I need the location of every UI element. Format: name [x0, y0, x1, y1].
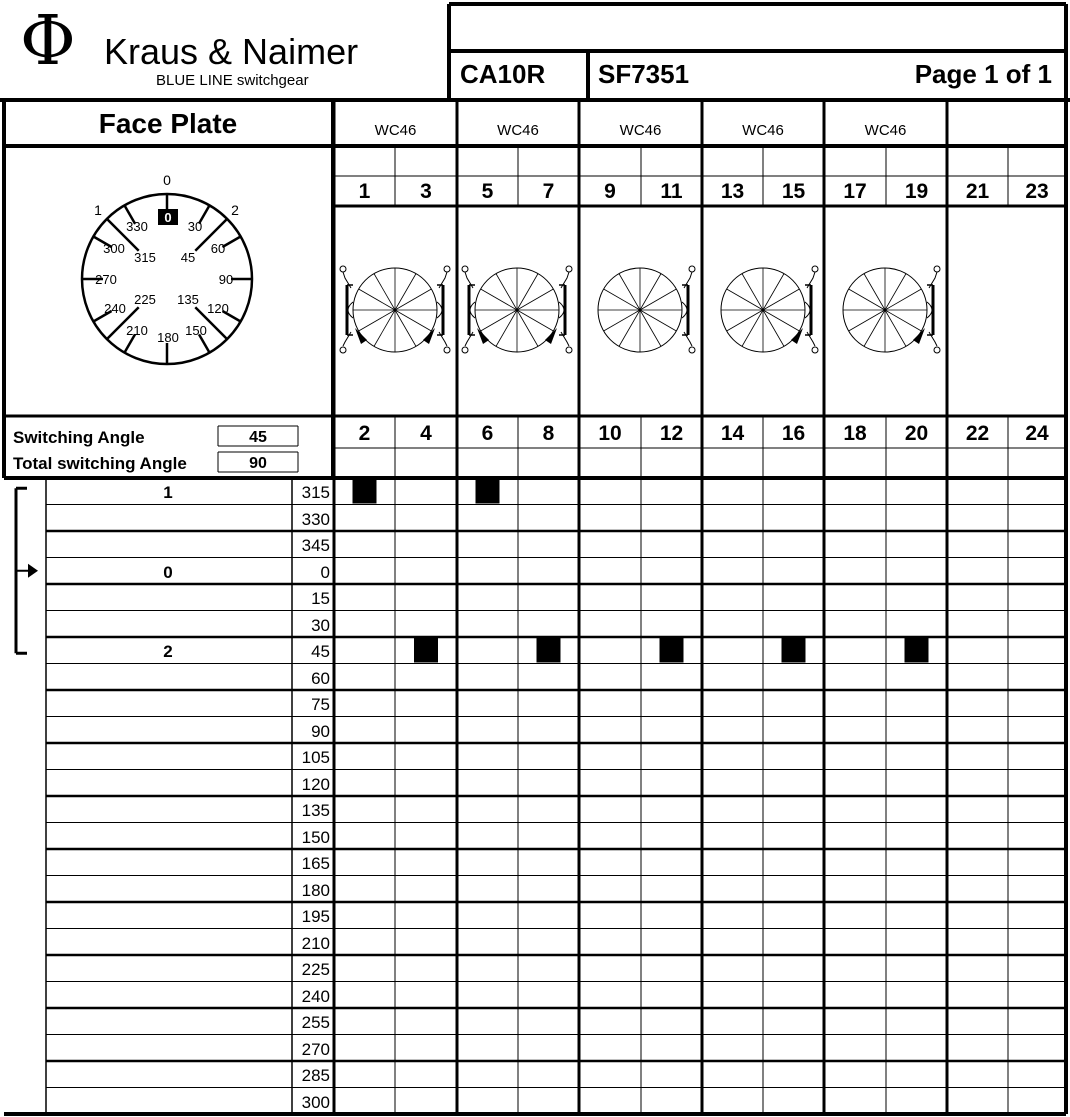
wafer-spoke — [395, 274, 416, 310]
sequence-angle-210: 210 — [301, 933, 330, 953]
sequence-position-label: 2 — [163, 642, 173, 661]
sequence-angle-270: 270 — [301, 1039, 330, 1059]
brand-subtitle: BLUE LINE switchgear — [156, 72, 309, 89]
sequence-angle-105: 105 — [301, 748, 330, 767]
wafer-spoke — [517, 310, 538, 346]
contact-wafer — [340, 266, 450, 353]
wafer-spoke — [849, 289, 885, 310]
terminal-top-3: 3 — [420, 180, 432, 203]
logo-symbol: Φ — [20, 2, 76, 81]
dial-angle-label: 120 — [207, 301, 229, 316]
sequence-angle-135: 135 — [301, 801, 330, 820]
contact-wafer — [462, 266, 572, 353]
wafer-spoke — [885, 274, 906, 310]
contact-shoe — [545, 328, 557, 344]
sequence-angle-345: 345 — [301, 536, 330, 555]
terminal-bottom-16: 16 — [781, 422, 806, 445]
contact-cam — [927, 302, 932, 318]
contact-closed-marker — [537, 638, 561, 663]
wafer-spoke — [849, 310, 885, 331]
terminal-point — [934, 347, 940, 353]
sequence-angle-180: 180 — [301, 880, 330, 900]
terminal-bottom-4: 4 — [420, 422, 432, 445]
sequence-angle-0: 0 — [320, 562, 330, 582]
dial-position-label: 2 — [231, 202, 239, 218]
terminal-point — [340, 347, 346, 353]
contact-shoe — [423, 328, 435, 344]
drawing-number: SF7351 — [598, 59, 690, 89]
switching-angle-label: Switching Angle — [13, 428, 145, 447]
terminal-point — [689, 347, 695, 353]
wafer-spoke — [640, 310, 661, 346]
terminal-point — [462, 266, 468, 272]
contact-diagrams — [340, 266, 940, 353]
wafer-label: WC46 — [619, 122, 662, 139]
sequence-angle-285: 285 — [301, 1066, 330, 1085]
terminal-point — [444, 347, 450, 353]
sequence-angle-255: 255 — [301, 1013, 330, 1032]
face-plate-title: Face Plate — [98, 108, 238, 139]
wafer-spoke — [885, 310, 906, 346]
wafer-spoke — [742, 274, 763, 310]
dial-angle-label: 135 — [177, 292, 199, 307]
wafer-label: WC46 — [864, 122, 907, 139]
contact-cam — [437, 302, 442, 318]
contact-closed-marker — [782, 638, 806, 663]
dial-angle-label: 60 — [210, 241, 226, 256]
wafer-spoke — [496, 274, 517, 310]
contact-closed-marker — [353, 479, 377, 504]
wafer-spoke — [604, 289, 640, 310]
terminal-bottom-22: 22 — [965, 422, 990, 445]
terminal-point — [812, 347, 818, 353]
dial-position-label: 0 — [163, 172, 171, 188]
model-code: CA10R — [460, 59, 546, 89]
sequence-angle-195: 195 — [301, 907, 330, 926]
dial-angle-label: 0 — [164, 210, 172, 225]
terminal-top-13: 13 — [720, 180, 745, 203]
terminal-top-19: 19 — [904, 180, 929, 203]
sequence-angle-120: 120 — [301, 774, 330, 794]
switching-angle-value: 45 — [249, 429, 267, 446]
wafer-spoke — [395, 310, 416, 346]
wafer-label: WC46 — [497, 122, 539, 139]
terminal-point — [934, 266, 940, 272]
terminal-top-21: 21 — [965, 180, 990, 203]
contact-closed-marker — [414, 638, 438, 663]
contact-wafer — [598, 266, 695, 353]
wafer-spoke — [496, 310, 517, 346]
sequence-angle-15: 15 — [311, 589, 330, 608]
wafer-spoke — [481, 310, 517, 331]
contact-closed-marker — [660, 638, 684, 663]
terminal-bottom-8: 8 — [542, 422, 555, 445]
terminal-bottom-12: 12 — [659, 422, 684, 445]
terminal-point — [812, 266, 818, 272]
wafer-spoke — [517, 289, 553, 310]
page-number: Page 1 of 1 — [914, 59, 1052, 89]
terminal-bottom-14: 14 — [720, 422, 745, 445]
terminal-bottom-10: 10 — [598, 422, 622, 445]
dial-angle-label: 315 — [134, 250, 156, 265]
wafer-spoke — [374, 310, 395, 346]
wafer-spoke — [640, 289, 676, 310]
terminal-top-15: 15 — [781, 180, 806, 203]
dial-angle-label: 210 — [126, 323, 148, 338]
sequence-position-label: 0 — [163, 562, 173, 582]
terminal-top-23: 23 — [1025, 180, 1049, 203]
contact-wafer — [843, 266, 940, 353]
total-switching-angle-label: Total switching Angle — [13, 454, 187, 473]
home-arrow-head — [28, 564, 38, 578]
dial-angle-label: 90 — [218, 272, 234, 287]
sequence-angle-300: 300 — [301, 1092, 330, 1112]
contact-closed-marker — [476, 479, 500, 504]
terminal-bottom-24: 24 — [1025, 422, 1049, 445]
dial-angle-label: 225 — [134, 292, 156, 307]
wafer-spoke — [763, 289, 799, 310]
terminal-top-1: 1 — [358, 180, 371, 203]
sequence-angle-30: 30 — [311, 615, 330, 635]
wafer-spoke — [885, 289, 921, 310]
wafer-spoke — [763, 310, 799, 331]
dial-angle-label: 330 — [126, 219, 148, 234]
terminal-point — [566, 266, 572, 272]
brand-name: Kraus & Naimer — [104, 31, 359, 72]
contact-shoe — [791, 328, 803, 344]
dial-angle-label: 300 — [103, 241, 125, 256]
terminal-bottom-6: 6 — [481, 422, 494, 445]
wafer-spoke — [374, 274, 395, 310]
wafer-spoke — [604, 310, 640, 331]
dial-angle-label: 30 — [187, 219, 203, 234]
wafer-spoke — [517, 310, 553, 331]
sequence-angle-330: 330 — [301, 509, 330, 529]
sequence-position-label: 1 — [163, 483, 173, 502]
terminal-bottom-2: 2 — [358, 422, 371, 445]
dial-angle-label: 240 — [104, 301, 126, 316]
terminal-point — [462, 347, 468, 353]
sequence-angle-225: 225 — [301, 960, 330, 979]
contact-closed-marker — [905, 638, 929, 663]
contact-shoe — [913, 328, 925, 344]
terminal-point — [566, 347, 572, 353]
contact-cam — [348, 302, 353, 318]
wafer-label: WC46 — [742, 122, 784, 139]
dial-angle-label: 180 — [157, 330, 179, 345]
sequence-angle-75: 75 — [311, 695, 330, 714]
wafer-spoke — [395, 289, 431, 310]
dial-angle-label: 150 — [185, 323, 207, 338]
terminal-point — [340, 266, 346, 272]
wafer-spoke — [359, 289, 395, 310]
contact-wafer — [721, 266, 818, 353]
wafer-spoke — [763, 274, 784, 310]
terminal-top-11: 11 — [660, 180, 683, 203]
wafer-spoke — [640, 310, 676, 331]
terminal-point — [444, 266, 450, 272]
wafer-spoke — [885, 310, 921, 331]
sequence-angle-315: 315 — [301, 483, 330, 502]
sequence-angle-45: 45 — [311, 642, 330, 661]
wafer-spoke — [619, 310, 640, 346]
wafer-spoke — [727, 310, 763, 331]
terminal-bottom-18: 18 — [843, 422, 867, 445]
wafer-spoke — [395, 310, 431, 331]
contact-shoe — [477, 328, 489, 344]
terminal-top-17: 17 — [843, 180, 867, 203]
wafer-spoke — [727, 289, 763, 310]
dial-position-label: 1 — [94, 202, 102, 218]
wafer-spoke — [864, 310, 885, 346]
sequence-angle-165: 165 — [301, 854, 330, 873]
total-switching-angle-value: 90 — [249, 455, 267, 472]
dial-angle-label: 45 — [180, 250, 196, 265]
terminal-point — [689, 266, 695, 272]
terminal-top-7: 7 — [542, 180, 555, 203]
sequence-angle-90: 90 — [311, 721, 330, 741]
dial-angle-label: 270 — [95, 272, 117, 287]
wafer-spoke — [640, 274, 661, 310]
sequence-angle-60: 60 — [311, 668, 330, 688]
wafer-label: WC46 — [374, 122, 417, 139]
wafer-spoke — [619, 274, 640, 310]
wafer-spoke — [481, 289, 517, 310]
wafer-spoke — [359, 310, 395, 331]
wafer-spoke — [517, 274, 538, 310]
sequence-angle-150: 150 — [301, 827, 330, 847]
terminal-top-9: 9 — [604, 180, 616, 203]
wafer-spoke — [742, 310, 763, 346]
terminal-top-5: 5 — [481, 180, 494, 203]
contact-shoe — [355, 328, 367, 344]
wafer-spoke — [763, 310, 784, 346]
terminal-bottom-20: 20 — [904, 422, 929, 445]
contact-cam — [805, 302, 810, 318]
wafer-spoke — [864, 274, 885, 310]
sequence-angle-240: 240 — [301, 986, 330, 1006]
contact-cam — [470, 302, 475, 318]
contact-cam — [559, 302, 564, 318]
contact-cam — [682, 302, 687, 318]
